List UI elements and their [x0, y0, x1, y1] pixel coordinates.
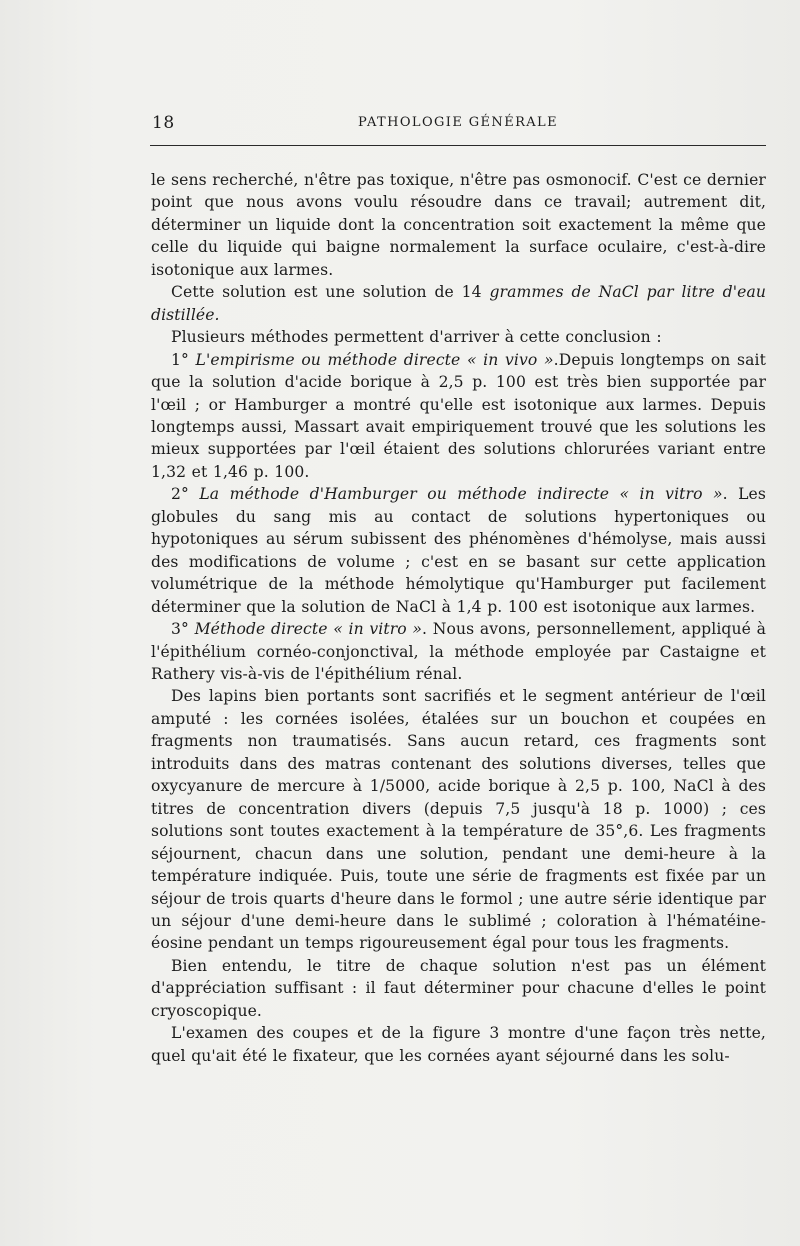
paragraph-examination: L'examen des coupes et de la figure 3 montre d'une façon très nette, quel qu'ait été le fixateur, que les cornées ayant séjourné dans les solu- [151, 1024, 766, 1065]
body-text [151, 169, 766, 1067]
page-header [152, 113, 764, 137]
page-number: 18 [152, 113, 175, 133]
paragraph-methods-intro: Plusieurs méthodes permettent d'arriver à cette conclusion : [171, 328, 662, 347]
header-rule [150, 145, 766, 146]
paragraph-method-3: 3° Méthode directe « in vitro ». Nous avons, personnellement, appliqué à l'épithélium cornéo-conjonctival, la méthode employée par Castaigne et Rathery vis-à-vis de l'épithélium rénal. [151, 620, 766, 683]
paragraph-method-1: 1° L'empirisme ou méthode directe « in vivo ».Depuis longtemps on sait que la solution d'acide borique à 2,5 p. 100 est très bien supportée par l'œil ; or Hamburger a montré qu'elle est isotonique aux larmes. Depuis longtemps aussi, Massart avait empiriquement trouvé que les solutions les mieux supportées par l'œil étaient des solutions chlorurées variant entre 1,32 et 1,46 p. 100. [151, 350, 767, 481]
running-title: PATHOLOGIE GÉNÉRALE [358, 115, 558, 130]
paragraph-continuation: le sens recherché, n'être pas toxique, n'être pas osmonocif. C'est ce dernier point que nous avons voulu résoudre dans ce travail; autrement dit, déterminer un liquide dont la concentration soit exactement la même que celle du liquide qui baigne normalement la surface oculaire, c'est-à-dire isotonique aux larmes. [151, 171, 766, 279]
paragraph-solution: Cette solution est une solution de 14 grammes de NaCl par litre d'eau distillée. [151, 283, 766, 324]
paragraph-experiment: Des lapins bien portants sont sacrifiés et le segment antérieur de l'œil amputé : les cornées isolées, étalées sur un bouchon et coupées en fragments non traumatisés. Sans aucun retard, ces fragments sont introduits dans des matras contenant des solutions diverses, telles que oxycyanure de mercure à 1/5000, acide borique à 2,5 p. 100, NaCl à des titres de concentration divers (depuis 7,5 jusqu'à 18 p. 1000) ; ces solutions sont toutes exactement à la température de 35°,6. Les fragments séjournent, chacun dans une solution, pendant une demi-heure à la température indiquée. Puis, toute une série de fragments est fixée par un séjour de trois quarts d'heure dans le formol ; une autre série identique par un séjour d'une demi-heure dans le sublimé ; coloration à l'hématéine-éosine pendant un temps rigoureusement égal pour tous les fragments. [151, 687, 766, 953]
paragraph-method-2: 2° La méthode d'Hamburger ou méthode indirecte « in vitro ». Les globules du sang mis au contact de solutions hypertoniques ou hypotoniques au sérum subissent des phénomènes d'hémolyse, mais aussi des modifications de volume ; c'est en se basant sur cette application volumétrique de la méthode hémolytique qu'Hamburger put facilement déterminer que la solution de NaCl à 1,4 p. 100 est isotonique aux larmes. [151, 485, 766, 616]
paragraph-cryoscopy: Bien entendu, le titre de chaque solution n'est pas un élément d'appréciation suffisant : il faut déterminer pour chacune d'elles le point cryoscopique. [151, 956, 766, 1020]
